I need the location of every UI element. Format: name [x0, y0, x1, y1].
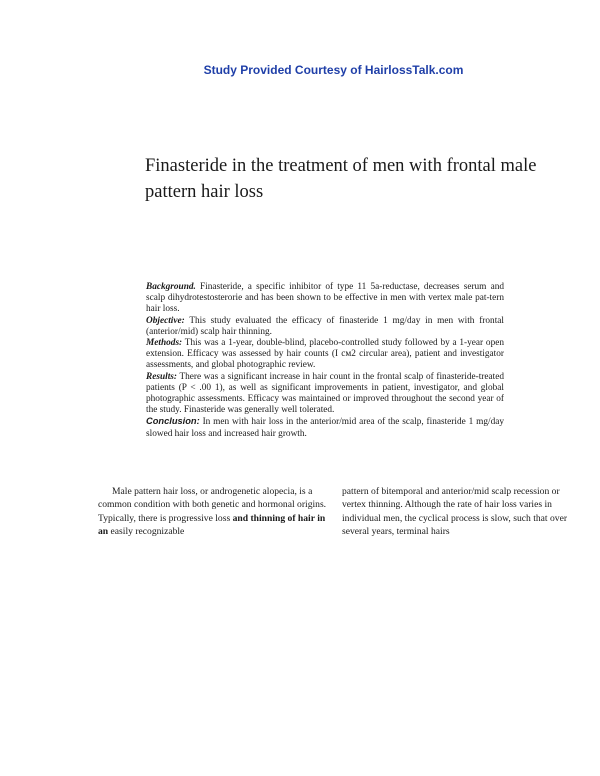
background-label: Background.	[146, 282, 196, 292]
abstract-background	[146, 282, 504, 316]
body-column-right	[342, 485, 577, 539]
left-text: Male pattern hair loss, or androgenetic alopecia, is a common condition with both genetic and hormonal origins. Typically, there is progressive loss	[98, 486, 327, 524]
article-title	[145, 153, 545, 205]
methods-text: This was a 1-year, double-blind, placebo-controlled study followed by a 1-year open extension. Efficacy was assessed by hair counts (I cм2 circular area), patient and investigator assessments, and global photographic review.	[146, 338, 504, 371]
abstract-methods	[146, 338, 504, 372]
abstract	[146, 282, 504, 440]
objective-text: This study evaluated the efficacy of finasteride 1 mg/day in men with frontal (anterior/mid) scalp hair thinning.	[146, 315, 504, 337]
body-paragraph-left	[98, 485, 328, 539]
abstract-objective	[146, 316, 504, 338]
conclusion-label: Conclusion:	[146, 416, 200, 427]
body-paragraph-right: pattern of bitemporal and anterior/mid scalp recession or vertex thinning. Although the rate of hair loss varies in individual men, the cyclical process is slow, such that over several years, terminal hairs	[342, 486, 568, 538]
methods-label: Methods:	[146, 338, 183, 349]
abstract-results	[146, 372, 504, 417]
background-text: Finasteride, a specific inhibitor of type 11 5a-reductase, decreases serum and scalp dihydrotestosterorie and has been shown to be effective in men with vertex male pat-tern hair loss.	[146, 282, 504, 315]
abstract-conclusion	[146, 416, 504, 439]
left-tail-text: easily recognizable	[108, 526, 185, 538]
results-text: There was a significant increase in hair count in the frontal scalp of finasteride-treated patients (P < .00 1), as well as significant improvements in patient, investigator, and global photographic assessments. Efficacy was maintained or improved throughout the second year of the study. Finasteride was generally well tolerated.	[146, 371, 504, 416]
objective-label: Objective:	[146, 315, 185, 326]
conclusion-text: In men with hair loss in the anterior/mid area of the scalp, finasteride 1 mg/day slowed hair loss and increased hair growth.	[146, 417, 504, 439]
results-label: Results:	[146, 371, 177, 382]
left-bold-text: and thinning of hair in an	[98, 512, 326, 538]
article-title-line-2: pattern hair loss	[145, 182, 264, 202]
body-column-left	[98, 485, 328, 539]
article-title-line-1: Finasteride in the treatment of men with frontal male	[145, 156, 537, 176]
courtesy-header: Study Provided Courtesy of HairlossTalk.com	[203, 63, 464, 77]
